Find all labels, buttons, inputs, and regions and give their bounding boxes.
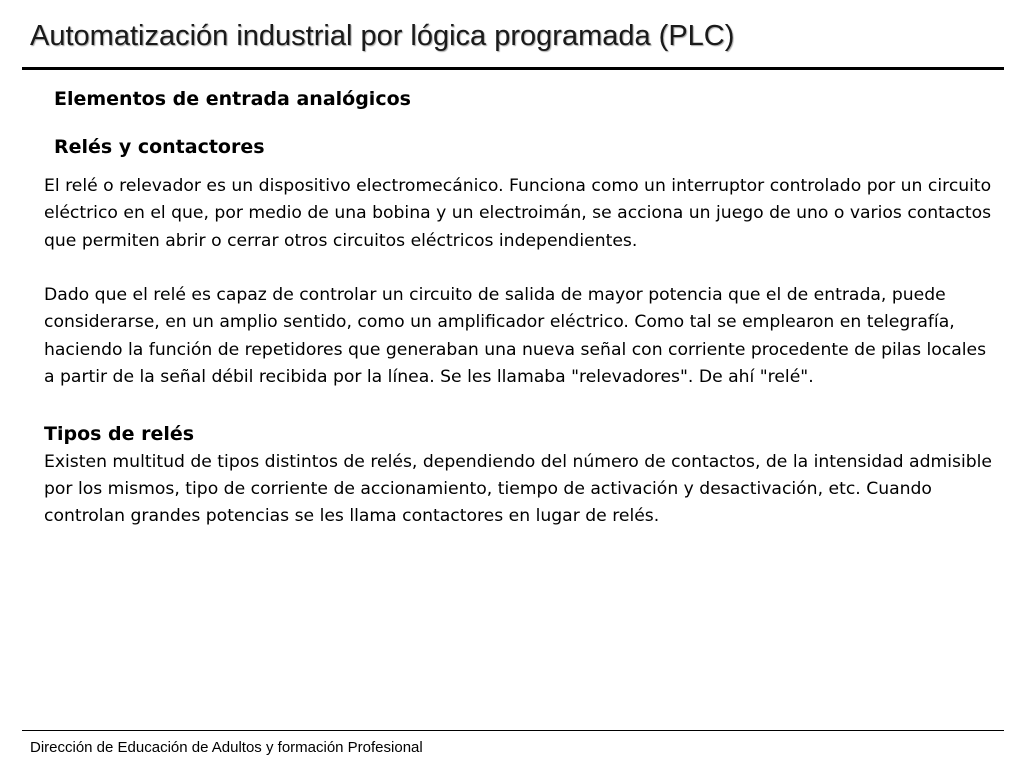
paragraph-spacer <box>44 255 992 282</box>
body-text <box>44 173 992 531</box>
section-heading: Relés y contactores <box>54 136 265 158</box>
paragraph-relay-history: Dado que el relé es capaz de controlar un circuito de salida de mayor potencia que el de entrada, puede considerarse, en un amplio sentido, como un amplificador eléctrico. Como tal se emplearon en telegrafía, haciendo la función de repetidores que generaban una nueva señal con corriente procedente de pilas locales a partir de la señal débil recibida por la línea. Se les llamaba "relevadores". De ahí "relé". <box>44 285 987 388</box>
footer-divider <box>22 730 1004 731</box>
subtitle: Elementos de entrada analógicos <box>54 88 411 110</box>
paragraph-relay-definition: El relé o relevador es un dispositivo electromecánico. Funciona como un interruptor controlado por un circuito eléctrico en el que, por medio de una bobina y un electroimán, se acciona un juego de uno o varios contactos que permiten abrir o cerrar otros circuitos eléctricos independientes. <box>44 176 992 251</box>
paragraph-relay-types: Existen multitud de tipos distintos de relés, dependiendo del número de contactos, de la intensidad admisible por los mismos, tipo de corriente de accionamiento, tiempo de activación y desactivación, etc. Cuando controlan grandes potencias se les llama contactores en lugar de relés. <box>44 451 992 527</box>
types-heading: Tipos de relés <box>44 422 195 445</box>
title-divider <box>22 67 1004 70</box>
footer-text: Dirección de Educación de Adultos y formación Profesional <box>30 739 423 756</box>
slide-title: Automatización industrial por lógica programada (PLC) <box>30 20 735 52</box>
paragraph-spacer <box>44 391 992 418</box>
